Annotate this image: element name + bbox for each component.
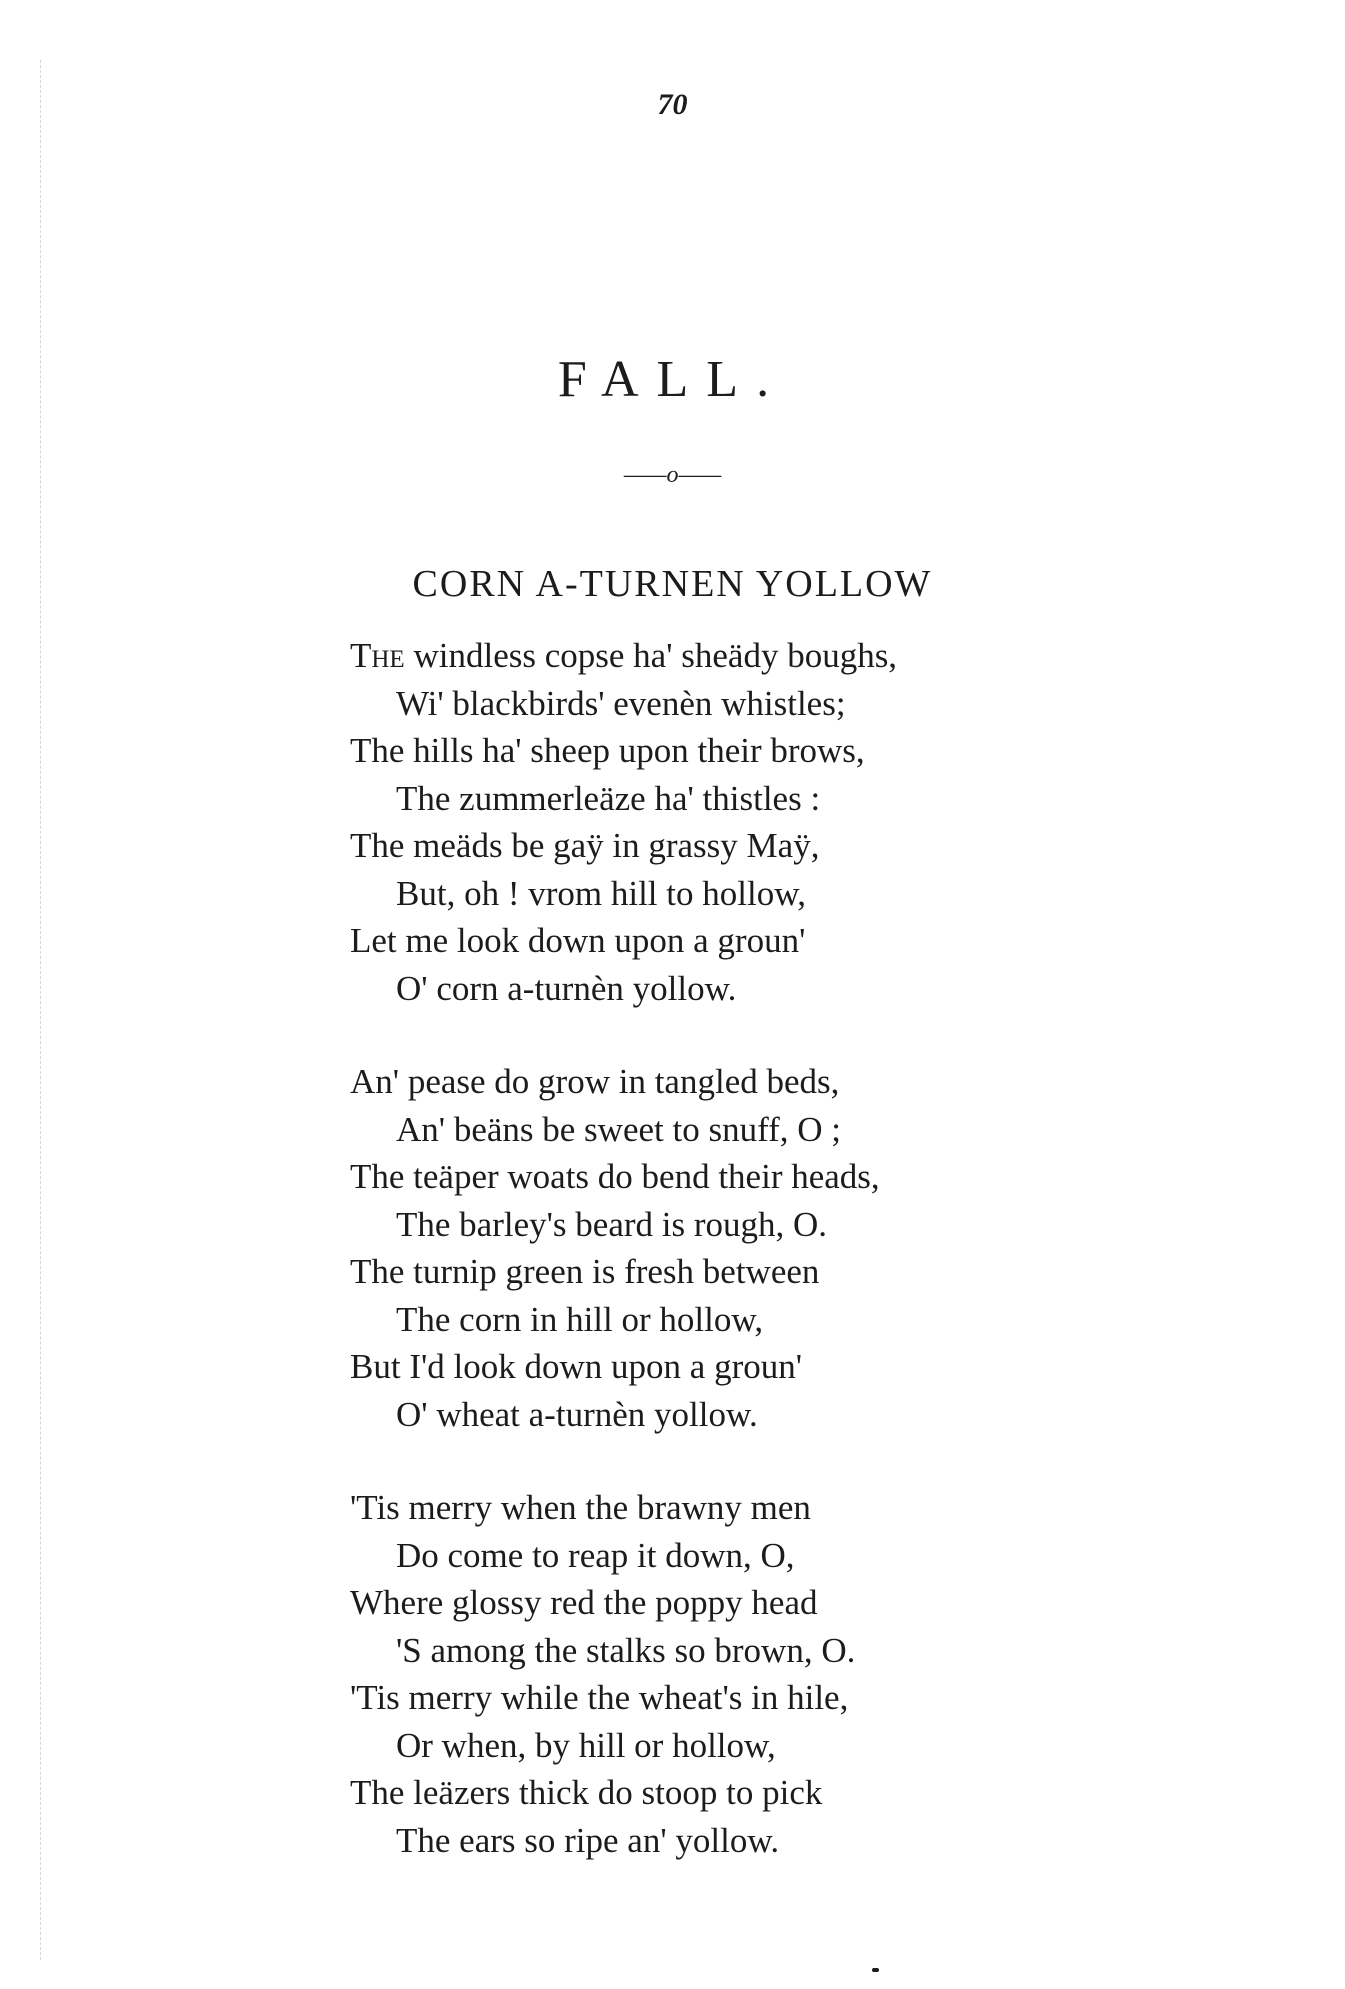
section-title: FALL. [557,351,788,408]
poem-line [350,632,1110,680]
poem-line: 'Tis merry while the wheat's in hile, [350,1678,849,1717]
poem-line: Where glossy red the poppy head [350,1583,818,1622]
poem-line: 'S among the stalks so brown, O. [396,1630,856,1670]
poem-line: The ears so ripe an' yollow. [396,1820,780,1860]
poem-line: The meäds be gaÿ in grassy Maÿ, [350,826,820,865]
poem-line: The hills ha' sheep upon their brows, [350,731,865,770]
page-number: 70 [657,88,688,121]
poem-line: An' pease do grow in tangled beds, [350,1062,840,1101]
first-word: The [350,636,405,675]
poem-line: But I'd look down upon a groun' [350,1347,803,1386]
ornament-divider: ——o—— [623,462,722,488]
poem-title: CORN A-TURNEN YOLLOW [412,563,933,605]
poem-line: Or when, by hill or hollow, [396,1725,776,1765]
page-edge-rule [40,60,41,1960]
stanza-1 [350,632,1110,1012]
poem-line: The corn in hill or hollow, [396,1299,764,1339]
poem-line: An' beäns be sweet to snuff, O ; [396,1109,842,1149]
print-speck [872,1968,879,1972]
poem-line: The barley's beard is rough, O. [396,1204,828,1244]
poem-line: Wi' blackbirds' evenèn whistles; [396,683,846,723]
poem-line: But, oh ! vrom hill to hollow, [396,873,806,913]
line-text: windless copse ha' sheädy boughs, [404,636,898,675]
poem-line: O' corn a-turnèn yollow. [396,968,737,1008]
poem-line: 'Tis merry when the brawny men [350,1488,811,1527]
poem-line: Let me look down upon a groun' [350,921,806,960]
poem-line: The turnip green is fresh between [350,1252,820,1291]
poem-line: The teäper woats do bend their heads, [350,1157,880,1196]
poem-line: Do come to reap it down, O, [396,1535,795,1575]
stanza-2 [350,1058,1110,1438]
poem-line: The leäzers thick do stoop to pick [350,1773,823,1812]
poem-body [350,632,1110,1910]
stanza-3 [350,1484,1110,1864]
poem-line: The zummerleäze ha' thistles : [396,778,821,818]
poem-line: O' wheat a-turnèn yollow. [396,1394,758,1434]
